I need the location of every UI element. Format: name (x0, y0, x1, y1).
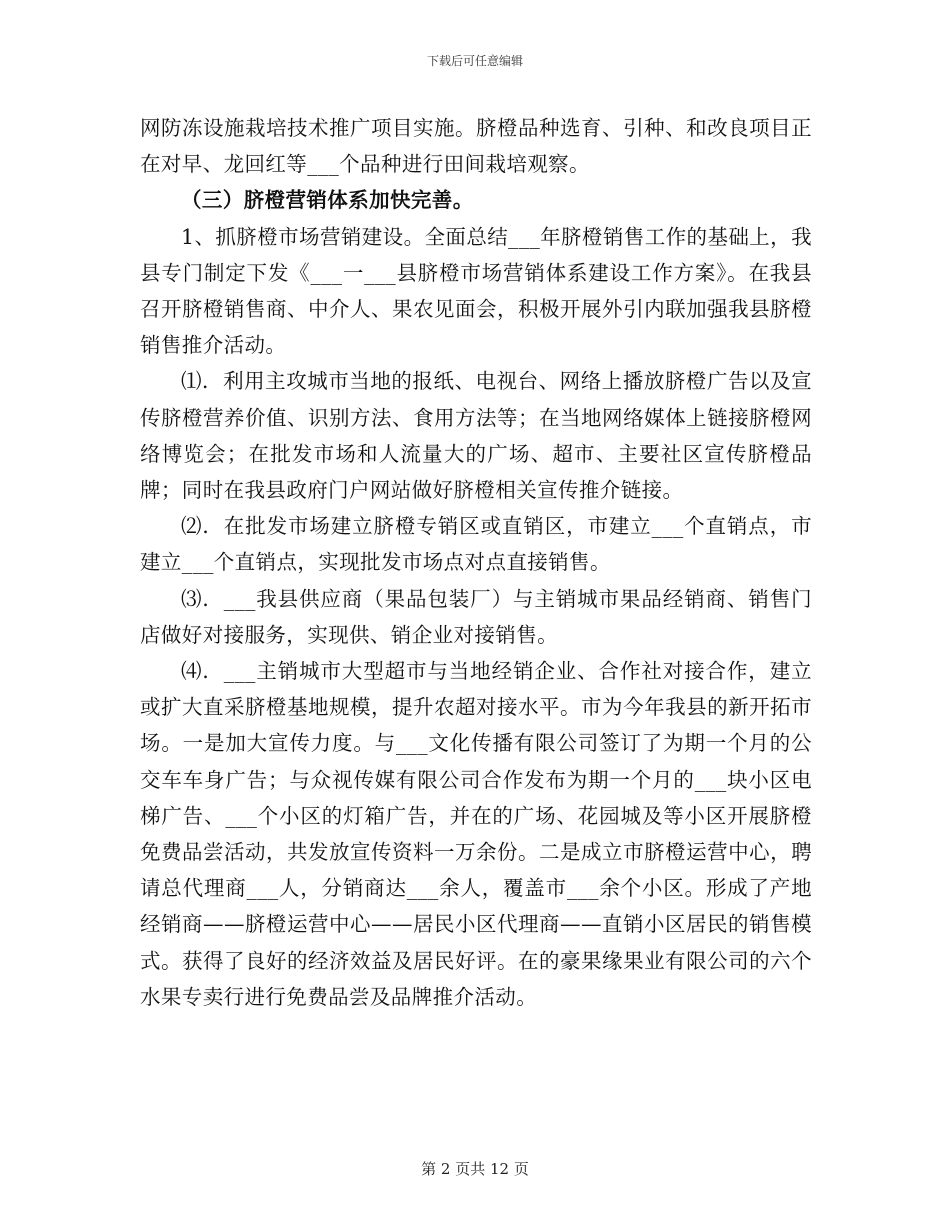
paragraph-continuation: 网防冻设施栽培技术推广项目实施。脐橙品种选育、引种、和改良项目正在对早、龙回红等___个品种进行田间栽培观察。 (140, 116, 812, 177)
paragraph-item-4: ⑷．___主销城市大型超市与当地经销企业、合作社对接合作，建立或扩大直采脐橙基地规模，提升农超对接水平。市为今年我县的新开拓市场。一是加大宣传力度。与___文化传播有限公司签订了为期一个月的公交车车身广告；与众视传媒有限公司合作发布为期一个月的___块小区电梯广告、___个小区的灯箱广告，并在的广场、花园城及等小区开展脐橙免费品尝活动，共发放宣传资料一万余份。二是成立市脐橙运营中心，聘请总代理商___人，分销商达___余人，覆盖市___余个小区。形成了产地经销商——脐橙运营中心——居民小区代理商——直销小区居民的销售模式。获得了良好的经济效益及居民好评。在的豪果缘果业有限公司的六个水果专卖行进行免费品尝及品牌推介活动。 (140, 659, 812, 1009)
page-header: 下载后可任意编辑 (426, 54, 523, 68)
paragraph-market-construction: 1、抓脐橙市场营销建设。全面总结___年脐橙销售工作的基础上，我县专门制定下发《___一___县脐橙市场营销体系建设工作方案》。在我县召开脐橙销售商、中介人、果农见面会，积极开展外引内联加强我县脐橙销售推介活动。 (140, 224, 812, 358)
paragraph-item-3: ⑶．___我县供应商（果品包装厂）与主销城市果品经销商、销售门店做好对接服务，实现供、销企业对接销售。 (140, 586, 812, 647)
paragraph-item-2: ⑵．在批发市场建立脐橙专销区或直销区，市建立___个直销点，市建立___个直销点，实现批发市场点对点直接销售。 (140, 514, 812, 575)
document-body (140, 110, 812, 1015)
paragraph-item-1: ⑴．利用主攻城市当地的报纸、电视台、网络上播放脐橙广告以及宣传脐橙营养价值、识别方法、食用方法等；在当地网络媒体上链接脐橙网络博览会；在批发市场和人流量大的广场、超市、主要社区宣传脐橙品牌；同时在我县政府门户网站做好脐橙相关宣传推介链接。 (140, 369, 812, 503)
page-number: 第 2 页共 12 页 (421, 1160, 529, 1178)
section-heading: （三）脐橙营销体系加快完善。 (181, 188, 474, 213)
